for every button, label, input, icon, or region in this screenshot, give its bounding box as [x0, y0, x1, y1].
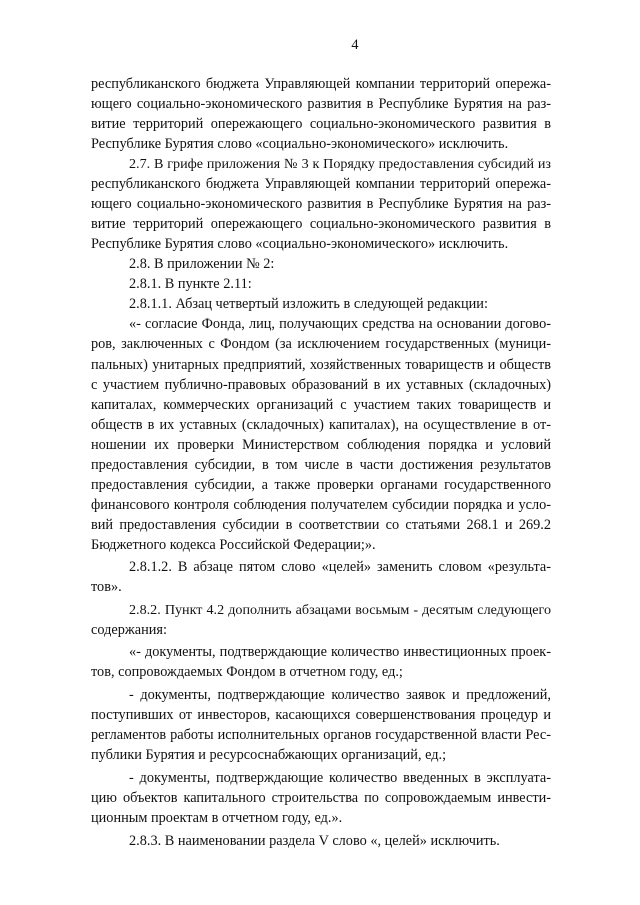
- text-line: вий предоставления субсидии в соответствии со статьями 268.1 и 269.2: [91, 517, 551, 533]
- text-line: ношении их проверки Министерством соблюдения порядка и условий: [91, 437, 551, 453]
- text-line: финансового контроля соблюдения получателем субсидии порядка и усло-: [91, 497, 551, 513]
- text-line: регламентов работы исполнительных органов государственной власти Рес-: [91, 727, 551, 743]
- text-line: 2.8. В приложении № 2:: [129, 256, 275, 272]
- text-line: цию объектов капитального строительства по сопровождаемым инвести-: [91, 790, 551, 806]
- text-line: 2.8.3. В наименовании раздела V слово «, целей» исключить.: [129, 833, 500, 849]
- text-line: - документы, подтверждающие количество введенных в эксплуата-: [129, 770, 551, 786]
- text-line: республиканского бюджета Управляющей компании территорий опережа-: [91, 76, 551, 92]
- text-line: - документы, подтверждающие количество заявок и предложений,: [129, 687, 551, 703]
- text-line: предоставления субсидии, а также проверки органами государственного: [91, 477, 551, 493]
- text-line: публики Бурятия и ресурсоснабжающих организаций, ед.;: [91, 747, 447, 763]
- text-line: витие территорий опережающего социально-экономического развития в: [91, 116, 551, 132]
- text-line: витие территорий опережающего социально-экономического развития в: [91, 216, 551, 232]
- page-number: 4: [351, 37, 359, 53]
- text-line: 2.8.1. В пункте 2.11:: [129, 276, 252, 292]
- text-line: 2.8.2. Пункт 4.2 дополнить абзацами восьмым - десятым следующего: [129, 602, 551, 618]
- text-line: тов».: [91, 579, 122, 595]
- text-line: пальных) унитарных предприятий, хозяйственных товариществ и обществ: [91, 357, 551, 373]
- text-line: Республике Бурятия слово «социально-экономического» исключить.: [91, 236, 509, 252]
- text-line: предоставления субсидии, в том числе в части достижения результатов: [91, 457, 551, 473]
- text-line: ров, заключенных с Фондом (за исключением государственных (муници-: [91, 336, 551, 352]
- text-line: 2.8.1.1. Абзац четвертый изложить в следующей редакции:: [129, 296, 488, 312]
- text-line: капиталах, коммерческих организаций с участием таких товариществ и: [91, 397, 551, 413]
- text-line: «- документы, подтверждающие количество инвестиционных проек-: [129, 644, 551, 660]
- text-line: Республике Бурятия слово «социально-экономического» исключить.: [91, 136, 509, 152]
- text-line: с участием публично-правовых образований в их уставных (складочных): [91, 377, 551, 393]
- text-line: республиканского бюджета Управляющей компании территорий опережа-: [91, 176, 551, 192]
- text-line: Бюджетного кодекса Российской Федерации;».: [91, 537, 376, 553]
- text-line: 2.8.1.2. В абзаце пятом слово «целей» заменить словом «результа-: [129, 559, 551, 575]
- text-line: ционным проектам в отчетном году, ед.».: [91, 810, 343, 826]
- text-line: ющего социально-экономического развития в Республике Бурятия на раз-: [91, 196, 551, 212]
- text-line: ющего социально-экономического развития в Республике Бурятия на раз-: [91, 96, 551, 112]
- text-line: тов, сопровождаемых Фондом в отчетном году, ед.;: [91, 664, 403, 680]
- text-line: поступивших от инвесторов, касающихся совершенствования процедур и: [91, 707, 551, 723]
- text-line: 2.7. В грифе приложения № 3 к Порядку предоставления субсидий из: [129, 156, 551, 172]
- text-line: содержания:: [91, 622, 167, 638]
- text-line: обществ в их уставных (складочных) капиталах), на осуществление в от-: [91, 417, 551, 433]
- text-line: «- согласие Фонда, лиц, получающих средства на основании догово-: [129, 316, 551, 332]
